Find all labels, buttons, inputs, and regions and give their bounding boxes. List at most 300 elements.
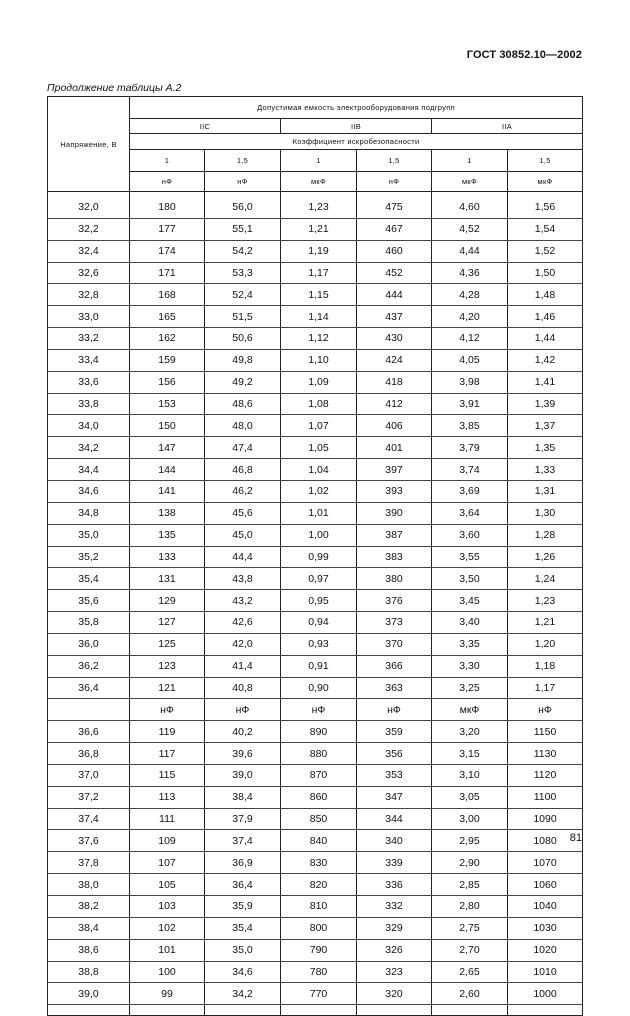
capacity-cell: 356	[357, 743, 432, 765]
capacity-cell: 1,17	[508, 677, 583, 699]
capacity-cell: 35,4	[205, 917, 281, 939]
capacity-cell: 46,8	[205, 459, 281, 481]
capacity-cell: 1,37	[508, 415, 583, 437]
capacity-cell: 36,9	[205, 852, 281, 874]
capacity-cell: 4,44	[432, 240, 508, 262]
voltage-cell: 33,6	[48, 371, 130, 393]
capacity-cell: 1,56	[508, 197, 583, 218]
capacity-cell: 55,1	[205, 218, 281, 240]
capacity-cell: 780	[281, 961, 357, 983]
capacity-cell: 1,05	[281, 437, 357, 459]
capacity-cell: 102	[130, 917, 205, 939]
capacity-cell: 153	[130, 393, 205, 415]
capacity-cell: 3,98	[432, 371, 508, 393]
table-row	[48, 939, 583, 961]
voltage-cell: 35,4	[48, 568, 130, 590]
capacity-cell: 1150	[508, 721, 583, 743]
capacity-cell: 56,0	[205, 197, 281, 218]
capacity-cell: 332	[357, 896, 432, 918]
capacity-cell: 115	[130, 764, 205, 786]
capacity-cell: 105	[130, 874, 205, 896]
capacity-cell: 1130	[508, 743, 583, 765]
voltage-cell: 37,0	[48, 764, 130, 786]
unit-cell: мкФ	[432, 699, 508, 721]
table-row	[48, 852, 583, 874]
coefficient-value: 1	[130, 150, 205, 172]
capacity-cell: 0,95	[281, 590, 357, 612]
capacity-cell: 4,60	[432, 197, 508, 218]
capacity-cell: 397	[357, 459, 432, 481]
table-row	[48, 874, 583, 896]
capacity-cell: 3,69	[432, 480, 508, 502]
capacity-cell: 3,74	[432, 459, 508, 481]
capacity-cell: 101	[130, 939, 205, 961]
table-row	[48, 546, 583, 568]
voltage-cell: 33,2	[48, 328, 130, 350]
coefficient-value: 1,5	[205, 150, 281, 172]
capacity-cell: 0,97	[281, 568, 357, 590]
voltage-cell: 36,6	[48, 721, 130, 743]
capacity-cell: 1,07	[281, 415, 357, 437]
capacity-cell: 1,21	[281, 218, 357, 240]
capacity-cell: 37,4	[205, 830, 281, 852]
table-row	[48, 393, 583, 415]
capacity-cell: 107	[130, 852, 205, 874]
capacity-cell: 380	[357, 568, 432, 590]
table-row	[48, 218, 583, 240]
capacity-cell: 4,20	[432, 306, 508, 328]
table-row	[48, 459, 583, 481]
capacity-cell: 3,30	[432, 655, 508, 677]
capacity-cell: 393	[357, 480, 432, 502]
capacity-cell: 0,99	[281, 546, 357, 568]
capacity-cell: 870	[281, 764, 357, 786]
unit-cell: нФ	[357, 699, 432, 721]
table-row	[48, 502, 583, 524]
table-row	[48, 568, 583, 590]
capacity-cell: 125	[130, 633, 205, 655]
capacity-cell: 1,41	[508, 371, 583, 393]
capacity-cell: 412	[357, 393, 432, 415]
capacity-cell: 430	[357, 328, 432, 350]
capacity-cell: 53,3	[205, 262, 281, 284]
capacity-cell: 34,6	[205, 961, 281, 983]
capacity-cell: 39,6	[205, 743, 281, 765]
unit-label: нФ	[205, 172, 281, 192]
group-header: IIC	[130, 119, 281, 134]
capacity-cell: 444	[357, 284, 432, 306]
capacity-cell: 2,70	[432, 939, 508, 961]
page-number: 81	[569, 832, 582, 844]
capacity-cell: 3,64	[432, 502, 508, 524]
capacity-cell: 1030	[508, 917, 583, 939]
voltage-column-header: Напряжение, В	[48, 97, 130, 192]
capacity-cell: 45,0	[205, 524, 281, 546]
voltage-cell: 34,0	[48, 415, 130, 437]
voltage-cell: 37,6	[48, 830, 130, 852]
capacity-cell: 366	[357, 655, 432, 677]
table-row	[48, 197, 583, 218]
capacity-cell: 3,15	[432, 743, 508, 765]
capacity-cell: 1090	[508, 808, 583, 830]
capacity-cell: 168	[130, 284, 205, 306]
voltage-cell: 34,8	[48, 502, 130, 524]
voltage-cell: 35,0	[48, 524, 130, 546]
capacity-cell: 54,2	[205, 240, 281, 262]
capacity-cell: 401	[357, 437, 432, 459]
capacity-header: Допустимая емкость электрооборудования подгрупп	[130, 97, 583, 119]
capacity-cell: 1,23	[508, 590, 583, 612]
capacity-cell: 860	[281, 786, 357, 808]
capacity-cell: 810	[281, 896, 357, 918]
capacity-cell: 4,52	[432, 218, 508, 240]
voltage-cell: 34,2	[48, 437, 130, 459]
capacity-cell: 1020	[508, 939, 583, 961]
capacity-cell: 770	[281, 983, 357, 1005]
voltage-cell: 32,6	[48, 262, 130, 284]
voltage-cell: 38,4	[48, 917, 130, 939]
voltage-cell: 35,2	[48, 546, 130, 568]
capacity-cell: 1060	[508, 874, 583, 896]
capacity-cell: 840	[281, 830, 357, 852]
capacity-cell: 1,26	[508, 546, 583, 568]
capacity-cell: 0,93	[281, 633, 357, 655]
capacity-cell: 99	[130, 983, 205, 1005]
capacity-cell: 4,12	[432, 328, 508, 350]
capacity-cell: 121	[130, 677, 205, 699]
capacity-cell: 35,0	[205, 939, 281, 961]
capacity-cell: 127	[130, 612, 205, 634]
capacity-cell: 47,4	[205, 437, 281, 459]
capacity-cell: 111	[130, 808, 205, 830]
capacity-cell: 460	[357, 240, 432, 262]
table-row	[48, 371, 583, 393]
capacity-cell: 1,14	[281, 306, 357, 328]
capacity-cell: 820	[281, 874, 357, 896]
table-row	[48, 262, 583, 284]
capacity-cell: 1080	[508, 830, 583, 852]
voltage-cell: 37,2	[48, 786, 130, 808]
capacity-cell: 1,19	[281, 240, 357, 262]
capacity-cell: 370	[357, 633, 432, 655]
capacity-cell: 1,24	[508, 568, 583, 590]
capacity-cell: 159	[130, 349, 205, 371]
table-row	[48, 961, 583, 983]
capacity-cell: 4,05	[432, 349, 508, 371]
capacity-cell: 1,52	[508, 240, 583, 262]
table-row	[48, 284, 583, 306]
capacity-cell: 1,10	[281, 349, 357, 371]
voltage-cell: 36,8	[48, 743, 130, 765]
voltage-cell: 37,8	[48, 852, 130, 874]
capacity-cell: 3,00	[432, 808, 508, 830]
capacity-cell: 1,39	[508, 393, 583, 415]
capacity-cell: 347	[357, 786, 432, 808]
voltage-cell: 38,0	[48, 874, 130, 896]
capacity-cell: 3,10	[432, 764, 508, 786]
capacity-cell: 156	[130, 371, 205, 393]
capacity-cell: 320	[357, 983, 432, 1005]
table-row	[48, 655, 583, 677]
capacity-cell: 3,45	[432, 590, 508, 612]
capacity-cell: 4,28	[432, 284, 508, 306]
capacity-cell: 117	[130, 743, 205, 765]
capacity-cell: 1,54	[508, 218, 583, 240]
capacity-cell: 880	[281, 743, 357, 765]
table-row	[48, 743, 583, 765]
table-row	[48, 830, 583, 852]
capacity-cell: 133	[130, 546, 205, 568]
voltage-cell: 35,6	[48, 590, 130, 612]
capacity-cell: 339	[357, 852, 432, 874]
voltage-cell: 32,8	[48, 284, 130, 306]
capacity-cell: 1,46	[508, 306, 583, 328]
unit-label: нФ	[357, 172, 432, 192]
capacity-cell: 40,2	[205, 721, 281, 743]
capacity-cell: 359	[357, 721, 432, 743]
capacity-cell: 0,94	[281, 612, 357, 634]
capacity-cell: 406	[357, 415, 432, 437]
capacity-cell: 800	[281, 917, 357, 939]
capacity-cell: 390	[357, 502, 432, 524]
capacity-cell: 0,91	[281, 655, 357, 677]
capacity-cell: 48,0	[205, 415, 281, 437]
capacity-cell: 162	[130, 328, 205, 350]
table-row	[48, 917, 583, 939]
capacity-cell: 344	[357, 808, 432, 830]
capacity-cell: 174	[130, 240, 205, 262]
capacity-cell: 135	[130, 524, 205, 546]
capacity-cell: 387	[357, 524, 432, 546]
capacity-cell: 1,00	[281, 524, 357, 546]
capacity-cell: 353	[357, 764, 432, 786]
capacity-cell: 1,08	[281, 393, 357, 415]
capacity-cell: 1,15	[281, 284, 357, 306]
capacity-cell: 129	[130, 590, 205, 612]
capacity-cell: 36,4	[205, 874, 281, 896]
voltage-cell: 39,0	[48, 983, 130, 1005]
capacity-cell: 52,4	[205, 284, 281, 306]
capacity-cell: 50,6	[205, 328, 281, 350]
capacity-cell: 45,6	[205, 502, 281, 524]
capacity-cell: 42,0	[205, 633, 281, 655]
voltage-cell: 38,6	[48, 939, 130, 961]
capacity-cell: 177	[130, 218, 205, 240]
capacity-cell: 1,01	[281, 502, 357, 524]
capacity-cell: 329	[357, 917, 432, 939]
capacity-cell: 2,95	[432, 830, 508, 852]
table-row	[48, 983, 583, 1005]
capacity-cell: 2,65	[432, 961, 508, 983]
table-row	[48, 633, 583, 655]
table-caption: Продолжение таблицы А.2	[47, 82, 182, 94]
capacity-cell: 113	[130, 786, 205, 808]
capacity-cell: 323	[357, 961, 432, 983]
voltage-cell: 33,8	[48, 393, 130, 415]
capacity-cell: 138	[130, 502, 205, 524]
unit-cell: нФ	[281, 699, 357, 721]
capacity-cell: 1,02	[281, 480, 357, 502]
voltage-cell: 32,0	[48, 197, 130, 218]
capacity-cell: 3,35	[432, 633, 508, 655]
capacity-cell: 4,36	[432, 262, 508, 284]
table-row	[48, 415, 583, 437]
capacity-cell: 1100	[508, 786, 583, 808]
capacity-cell: 123	[130, 655, 205, 677]
capacity-cell: 3,85	[432, 415, 508, 437]
group-header: IIB	[281, 119, 432, 134]
capacity-cell: 49,8	[205, 349, 281, 371]
capacity-cell: 3,05	[432, 786, 508, 808]
capacity-cell: 1,20	[508, 633, 583, 655]
capacity-cell: 424	[357, 349, 432, 371]
capacity-cell: 890	[281, 721, 357, 743]
unit-label: мкФ	[432, 172, 508, 192]
capacity-cell: 1,33	[508, 459, 583, 481]
capacity-cell: 1,12	[281, 328, 357, 350]
capacity-cell: 40,8	[205, 677, 281, 699]
capacity-cell: 3,50	[432, 568, 508, 590]
voltage-cell: 34,6	[48, 480, 130, 502]
capacity-cell: 475	[357, 197, 432, 218]
capacity-cell: 3,60	[432, 524, 508, 546]
capacity-cell: 383	[357, 546, 432, 568]
unit-cell: нФ	[130, 699, 205, 721]
capacity-cell: 1120	[508, 764, 583, 786]
capacity-cell: 363	[357, 677, 432, 699]
capacity-cell: 1,35	[508, 437, 583, 459]
voltage-cell: 38,2	[48, 896, 130, 918]
capacity-cell: 171	[130, 262, 205, 284]
table-row	[48, 786, 583, 808]
coefficient-header: Коэффициент искробезопасности	[130, 134, 583, 150]
capacity-cell: 3,55	[432, 546, 508, 568]
table-row	[48, 764, 583, 786]
capacity-cell: 326	[357, 939, 432, 961]
coefficient-value: 1	[432, 150, 508, 172]
capacity-cell: 790	[281, 939, 357, 961]
voltage-cell: 34,4	[48, 459, 130, 481]
voltage-cell: 35,8	[48, 612, 130, 634]
capacity-cell: 103	[130, 896, 205, 918]
capacity-cell: 41,4	[205, 655, 281, 677]
capacity-cell: 340	[357, 830, 432, 852]
capacity-cell: 3,20	[432, 721, 508, 743]
capacity-cell: 147	[130, 437, 205, 459]
capacity-cell: 1,50	[508, 262, 583, 284]
unit-label: мкФ	[508, 172, 583, 192]
unit-cell: нФ	[508, 699, 583, 721]
table-row	[48, 240, 583, 262]
capacity-cell: 1010	[508, 961, 583, 983]
unit-cell: нФ	[205, 699, 281, 721]
capacity-cell: 3,40	[432, 612, 508, 634]
capacity-cell: 48,6	[205, 393, 281, 415]
capacity-cell: 144	[130, 459, 205, 481]
capacity-cell: 418	[357, 371, 432, 393]
capacity-cell: 39,0	[205, 764, 281, 786]
table-row	[48, 328, 583, 350]
coefficient-value: 1	[281, 150, 357, 172]
unit-row	[48, 699, 583, 721]
standard-title: ГОСТ 30852.10—2002	[466, 49, 582, 61]
voltage-cell: 33,0	[48, 306, 130, 328]
capacity-cell: 1,48	[508, 284, 583, 306]
capacity-cell: 1,30	[508, 502, 583, 524]
capacity-cell: 2,60	[432, 983, 508, 1005]
table-row	[48, 808, 583, 830]
coefficient-value: 1,5	[508, 150, 583, 172]
capacity-cell: 37,9	[205, 808, 281, 830]
table-row	[48, 612, 583, 634]
capacity-cell: 35,9	[205, 896, 281, 918]
capacity-cell: 165	[130, 306, 205, 328]
capacity-cell: 43,2	[205, 590, 281, 612]
unit-cell	[48, 699, 130, 721]
capacity-cell: 1,09	[281, 371, 357, 393]
capacity-cell: 2,75	[432, 917, 508, 939]
capacity-cell: 3,91	[432, 393, 508, 415]
capacity-cell: 336	[357, 874, 432, 896]
capacity-cell: 1,04	[281, 459, 357, 481]
capacity-cell: 46,2	[205, 480, 281, 502]
capacity-cell: 373	[357, 612, 432, 634]
capacity-cell: 2,80	[432, 896, 508, 918]
capacity-cell: 42,6	[205, 612, 281, 634]
table-row	[48, 677, 583, 699]
capacity-cell: 1,18	[508, 655, 583, 677]
table-row	[48, 721, 583, 743]
table-row	[48, 524, 583, 546]
capacity-cell: 100	[130, 961, 205, 983]
voltage-cell: 32,4	[48, 240, 130, 262]
capacity-cell: 119	[130, 721, 205, 743]
voltage-cell: 32,2	[48, 218, 130, 240]
capacity-cell: 1,17	[281, 262, 357, 284]
capacity-cell: 1000	[508, 983, 583, 1005]
group-header: IIA	[432, 119, 583, 134]
table-row	[48, 590, 583, 612]
capacity-cell: 44,4	[205, 546, 281, 568]
voltage-cell: 38,8	[48, 961, 130, 983]
capacity-cell: 2,90	[432, 852, 508, 874]
coefficient-value: 1,5	[357, 150, 432, 172]
capacity-cell: 1,31	[508, 480, 583, 502]
capacity-cell: 1,28	[508, 524, 583, 546]
voltage-cell: 36,4	[48, 677, 130, 699]
capacity-cell: 2,85	[432, 874, 508, 896]
capacity-cell: 51,5	[205, 306, 281, 328]
capacity-cell: 1,23	[281, 197, 357, 218]
voltage-cell: 37,4	[48, 808, 130, 830]
capacity-cell: 38,4	[205, 786, 281, 808]
unit-label: нФ	[130, 172, 205, 192]
capacity-cell: 1,21	[508, 612, 583, 634]
capacity-cell: 141	[130, 480, 205, 502]
capacity-cell: 830	[281, 852, 357, 874]
capacity-cell: 437	[357, 306, 432, 328]
capacity-cell: 3,79	[432, 437, 508, 459]
table-row	[48, 480, 583, 502]
capacity-cell: 1,42	[508, 349, 583, 371]
capacity-cell: 0,90	[281, 677, 357, 699]
capacity-cell: 1070	[508, 852, 583, 874]
capacity-cell: 452	[357, 262, 432, 284]
capacity-cell: 3,25	[432, 677, 508, 699]
capacity-cell: 109	[130, 830, 205, 852]
capacity-cell: 43,8	[205, 568, 281, 590]
voltage-cell: 36,0	[48, 633, 130, 655]
